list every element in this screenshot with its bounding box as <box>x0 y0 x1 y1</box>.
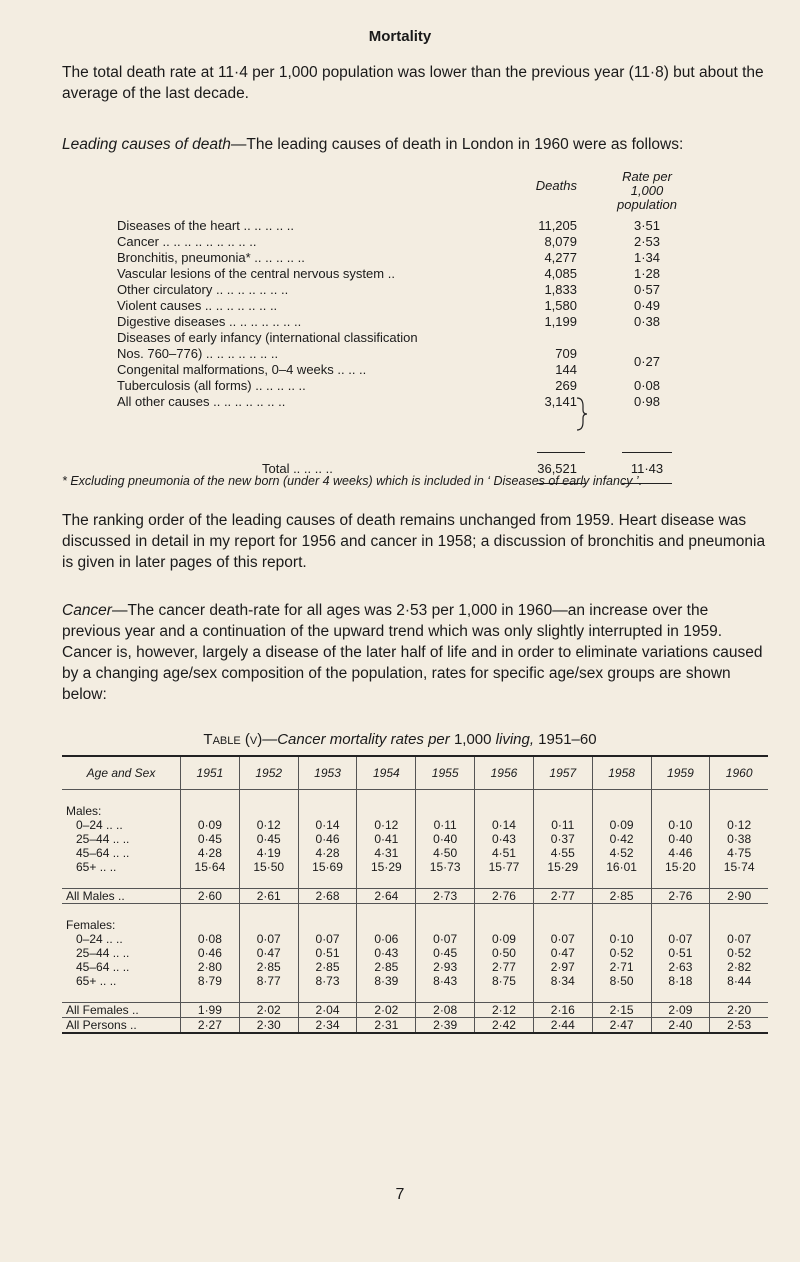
rate-cell: 4·51 <box>475 846 534 860</box>
rate-cell: 8·73 <box>298 974 357 988</box>
cause-rate: 1·28 <box>633 266 661 281</box>
paragraph-death-rate: The total death rate at 11·4 per 1,000 population was lower than the previous year (11·8) but about the average of the last decade. <box>62 64 764 102</box>
rate-cell: 2·02 <box>357 1003 416 1018</box>
cause-deaths: 8,079 <box>544 234 577 249</box>
rate-header-line1: Rate per <box>622 169 672 184</box>
cause-label: Vascular lesions of the central nervous system .. <box>117 266 395 281</box>
rate-cell: 15·50 <box>239 860 298 874</box>
header-year: 1959 <box>651 756 710 790</box>
cause-label: All other causes .. .. .. .. .. .. .. <box>117 394 286 409</box>
rate-cell: 8·44 <box>710 974 768 988</box>
rate-cell: 0·09 <box>181 818 240 832</box>
paragraph-leading-causes <box>62 134 766 155</box>
cause-row <box>117 378 727 394</box>
cause-deaths: 144 <box>555 362 577 377</box>
rate-cell: 2·44 <box>533 1018 592 1034</box>
rate-cell: 2·93 <box>416 960 475 974</box>
cause-label: Digestive diseases .. .. .. .. .. .. .. <box>117 314 302 329</box>
cause-deaths: 709 <box>555 346 577 361</box>
rate-cell: 0·47 <box>533 946 592 960</box>
rate-header-line2: 1,000 <box>630 183 664 198</box>
all-females-row <box>62 1003 768 1018</box>
cause-deaths: 3,141 <box>544 394 577 409</box>
rate-cell: 1·99 <box>181 1003 240 1018</box>
rate-cell: 2·42 <box>475 1018 534 1034</box>
cause-label: Violent causes .. .. .. .. .. .. .. <box>117 298 278 313</box>
rate-cell: 0·10 <box>592 932 651 946</box>
rate-cell: 8·43 <box>416 974 475 988</box>
table-caption-number: Table (v) <box>203 731 263 748</box>
rate-cell: 8·50 <box>592 974 651 988</box>
cause-rate: 0·98 <box>633 394 661 409</box>
cause-deaths: 269 <box>555 378 577 393</box>
rate-cell: 2·90 <box>710 889 768 904</box>
row-label: 0–24 .. .. <box>76 932 123 946</box>
rate-cell: 15·29 <box>533 860 592 874</box>
cause-label: Tuberculosis (all forms) .. .. .. .. .. <box>117 378 306 393</box>
row-label: 65+ .. .. <box>76 860 117 874</box>
all-persons-row <box>62 1018 768 1034</box>
rate-cell: 0·12 <box>710 818 768 832</box>
page-title: Mortality <box>368 28 432 45</box>
row-label: 65+ .. .. <box>76 974 117 988</box>
table-caption-text-a: —Cancer mortality rates per <box>262 731 454 748</box>
paragraph-ranking: The ranking order of the leading causes of death remains unchanged from 1959. Heart disease was discussed in detail in my report for 1956 and cancer in 1958; a discussion of bronchitis and pneumonia is given in later pages of this report. <box>62 512 766 571</box>
cause-rate: 0·08 <box>633 378 661 393</box>
rate-cell: 0·40 <box>416 832 475 846</box>
rate-cell: 0·38 <box>710 832 768 846</box>
rate-cell: 0·07 <box>710 932 768 946</box>
rate-column-header <box>612 170 682 212</box>
rate-cell: 2·76 <box>651 889 710 904</box>
cause-row <box>117 250 727 266</box>
rate-cell: 2·85 <box>298 960 357 974</box>
rate-cell: 4·50 <box>416 846 475 860</box>
header-age-sex: Age and Sex <box>62 756 181 790</box>
cause-label: Congenital malformations, 0–4 weeks .. .. .. <box>117 362 367 377</box>
rate-cell: 15·69 <box>298 860 357 874</box>
rate-cell: 2·40 <box>651 1018 710 1034</box>
rate-cell: 15·64 <box>181 860 240 874</box>
leading-causes-heading: Leading causes of death <box>62 136 231 153</box>
rate-cell: 2·82 <box>710 960 768 974</box>
rate-cell: 2·30 <box>239 1018 298 1034</box>
rate-cell: 0·52 <box>592 946 651 960</box>
leading-causes-intro: —The leading causes of death in London in 1960 were as follows: <box>230 136 684 153</box>
rate-cell: 2·63 <box>651 960 710 974</box>
rate-cell: 0·12 <box>357 818 416 832</box>
paragraph-cancer <box>62 600 766 705</box>
cause-row <box>117 266 727 282</box>
row-label: 45–64 .. .. <box>76 846 130 860</box>
rate-cell: 0·42 <box>592 832 651 846</box>
total-label: Total .. .. .. .. <box>262 461 333 476</box>
cause-label: Nos. 760–776) .. .. .. .. .. .. .. <box>117 346 279 361</box>
rate-cell: 2·34 <box>298 1018 357 1034</box>
rate-cell: 2·77 <box>475 960 534 974</box>
cancer-mortality-table <box>62 755 768 1034</box>
header-year: 1958 <box>592 756 651 790</box>
header-year: 1956 <box>475 756 534 790</box>
table-row <box>62 946 768 960</box>
cause-rate: 0·57 <box>633 282 661 297</box>
cause-label: Diseases of early infancy (international classification <box>117 330 418 345</box>
cause-label: Diseases of the heart .. .. .. .. .. <box>117 218 295 233</box>
rate-cell: 2·85 <box>239 960 298 974</box>
rate-cell: 2·27 <box>181 1018 240 1034</box>
table-row <box>62 960 768 974</box>
rate-cell: 2·71 <box>592 960 651 974</box>
rate-cell: 4·31 <box>357 846 416 860</box>
rate-cell: 0·51 <box>651 946 710 960</box>
header-year: 1960 <box>710 756 768 790</box>
total-rule-rate <box>622 452 672 453</box>
row-label: 25–44 .. .. <box>76 832 130 846</box>
rate-cell: 15·20 <box>651 860 710 874</box>
rate-cell: 2·60 <box>181 889 240 904</box>
row-label: All Females .. <box>62 1003 181 1018</box>
row-label: 45–64 .. .. <box>76 960 130 974</box>
rate-cell: 16·01 <box>592 860 651 874</box>
cause-rate: 2·53 <box>633 234 661 249</box>
rate-cell: 0·43 <box>357 946 416 960</box>
rate-cell: 0·52 <box>710 946 768 960</box>
rate-cell: 2·02 <box>239 1003 298 1018</box>
cause-deaths: 4,085 <box>544 266 577 281</box>
rate-cell: 0·10 <box>651 818 710 832</box>
rate-cell: 0·37 <box>533 832 592 846</box>
rate-cell: 4·46 <box>651 846 710 860</box>
rate-cell: 2·85 <box>592 889 651 904</box>
rate-cell: 0·09 <box>592 818 651 832</box>
rate-cell: 2·09 <box>651 1003 710 1018</box>
rate-cell: 2·53 <box>710 1018 768 1034</box>
group-label: Females: <box>66 918 116 932</box>
table-row <box>62 846 768 860</box>
cause-deaths: 1,580 <box>544 298 577 313</box>
rate-header-line3: population <box>617 197 677 212</box>
rate-cell: 2·73 <box>416 889 475 904</box>
rate-cell: 2·31 <box>357 1018 416 1034</box>
table-row <box>62 974 768 988</box>
cause-deaths: 1,199 <box>544 314 577 329</box>
rate-cell: 4·55 <box>533 846 592 860</box>
rate-cell: 0·46 <box>298 832 357 846</box>
males-label-row <box>62 804 768 818</box>
table-caption-text-c: living, <box>491 731 539 748</box>
header-year: 1955 <box>416 756 475 790</box>
rate-cell: 0·45 <box>416 946 475 960</box>
cause-rate: 0·27 <box>633 354 661 369</box>
rate-cell: 0·07 <box>239 932 298 946</box>
rate-cell: 2·47 <box>592 1018 651 1034</box>
cause-row <box>117 234 727 250</box>
curly-brace-icon <box>575 396 589 432</box>
rate-cell: 2·85 <box>357 960 416 974</box>
total-rate: 11·43 <box>630 461 664 476</box>
rate-cell: 8·34 <box>533 974 592 988</box>
rate-cell: 2·20 <box>710 1003 768 1018</box>
rate-cell: 0·07 <box>416 932 475 946</box>
rate-cell: 15·73 <box>416 860 475 874</box>
header-year: 1954 <box>357 756 416 790</box>
rate-cell: 2·39 <box>416 1018 475 1034</box>
rate-cell: 4·28 <box>181 846 240 860</box>
header-year: 1957 <box>533 756 592 790</box>
cause-rate: 0·49 <box>633 298 661 313</box>
rate-cell: 0·12 <box>239 818 298 832</box>
rate-cell: 15·74 <box>710 860 768 874</box>
rate-cell: 2·68 <box>298 889 357 904</box>
header-year: 1953 <box>298 756 357 790</box>
total-deaths: 36,521 <box>537 461 577 476</box>
rate-cell: 2·76 <box>475 889 534 904</box>
rate-cell: 0·41 <box>357 832 416 846</box>
rate-cell: 0·45 <box>181 832 240 846</box>
rate-cell: 0·14 <box>475 818 534 832</box>
rate-cell: 0·11 <box>533 818 592 832</box>
rate-cell: 0·07 <box>298 932 357 946</box>
table-row <box>62 818 768 832</box>
rate-cell: 4·75 <box>710 846 768 860</box>
rate-cell: 0·50 <box>475 946 534 960</box>
rate-cell: 4·52 <box>592 846 651 860</box>
rate-cell: 0·09 <box>475 932 534 946</box>
rate-cell: 0·11 <box>416 818 475 832</box>
row-label: 0–24 .. .. <box>76 818 123 832</box>
rate-cell: 2·77 <box>533 889 592 904</box>
cause-row <box>117 298 727 314</box>
rate-cell: 4·28 <box>298 846 357 860</box>
females-label-row <box>62 918 768 932</box>
cause-row <box>117 354 727 378</box>
rate-cell: 2·97 <box>533 960 592 974</box>
cancer-text: —The cancer death-rate for all ages was 2·53 per 1,000 in 1960—an increase over the previous year and a continuation of the upward trend which was only slightly interrupted in 1959. Cancer is, however, largely a disease of the later half of life and in order to eliminate variations caused by a changing age/sex composition of the population, rates for specific age/sex groups are shown below: <box>62 602 763 703</box>
rate-cell: 8·39 <box>357 974 416 988</box>
cause-deaths: 4,277 <box>544 250 577 265</box>
cause-deaths: 1,833 <box>544 282 577 297</box>
table-row <box>62 832 768 846</box>
rate-cell: 2·64 <box>357 889 416 904</box>
deaths-column-header: Deaths <box>535 178 577 193</box>
cause-rate: 1·34 <box>633 250 661 265</box>
rate-cell: 0·46 <box>181 946 240 960</box>
rate-cell: 2·04 <box>298 1003 357 1018</box>
rate-cell: 2·61 <box>239 889 298 904</box>
rate-cell: 0·14 <box>298 818 357 832</box>
rate-cell: 2·12 <box>475 1003 534 1018</box>
rate-cell: 0·45 <box>239 832 298 846</box>
all-males-row <box>62 889 768 904</box>
rate-cell: 2·08 <box>416 1003 475 1018</box>
cause-row <box>117 394 727 410</box>
row-label: All Males .. <box>62 889 181 904</box>
rate-cell: 0·47 <box>239 946 298 960</box>
rate-cell: 4·19 <box>239 846 298 860</box>
page-number: 7 <box>395 1186 405 1203</box>
footnote: * Excluding pneumonia of the new born (under 4 weeks) which is included in ‘ Diseases of early infancy ’. <box>62 474 643 488</box>
rate-cell: 8·77 <box>239 974 298 988</box>
cause-row <box>117 314 727 330</box>
table-caption-years: 1951–60 <box>538 731 597 748</box>
rate-cell: 0·07 <box>533 932 592 946</box>
rate-cell: 0·07 <box>651 932 710 946</box>
header-year: 1951 <box>181 756 240 790</box>
cancer-heading: Cancer <box>62 602 112 619</box>
table-caption-text-b: 1,000 <box>453 731 492 748</box>
rate-cell: 0·08 <box>181 932 240 946</box>
rate-cell: 2·16 <box>533 1003 592 1018</box>
table-caption <box>0 731 800 748</box>
cause-row <box>117 282 727 298</box>
rate-cell: 15·77 <box>475 860 534 874</box>
cause-rate: 3·51 <box>633 218 661 233</box>
group-label: Males: <box>66 804 102 818</box>
rate-cell: 8·79 <box>181 974 240 988</box>
cause-deaths: 11,205 <box>538 218 577 233</box>
rate-cell: 2·15 <box>592 1003 651 1018</box>
table-header-row <box>62 756 768 790</box>
row-label: All Persons .. <box>62 1018 181 1034</box>
header-year: 1952 <box>239 756 298 790</box>
rate-cell: 8·75 <box>475 974 534 988</box>
cause-row <box>117 218 727 234</box>
rate-cell: 0·40 <box>651 832 710 846</box>
table-row <box>62 860 768 874</box>
cause-rate: 0·38 <box>633 314 661 329</box>
rate-cell: 0·51 <box>298 946 357 960</box>
rate-cell: 2·80 <box>181 960 240 974</box>
row-label: 25–44 .. .. <box>76 946 130 960</box>
table-row <box>62 932 768 946</box>
cause-label: Other circulatory .. .. .. .. .. .. .. <box>117 282 289 297</box>
cause-label: Cancer .. .. .. .. .. .. .. .. .. <box>117 234 257 249</box>
rate-cell: 0·06 <box>357 932 416 946</box>
cause-label: Bronchitis, pneumonia* .. .. .. .. .. <box>117 250 305 265</box>
total-rule-deaths <box>537 452 585 453</box>
rate-cell: 8·18 <box>651 974 710 988</box>
rate-cell: 0·43 <box>475 832 534 846</box>
rate-cell: 15·29 <box>357 860 416 874</box>
cause-row <box>117 330 727 346</box>
